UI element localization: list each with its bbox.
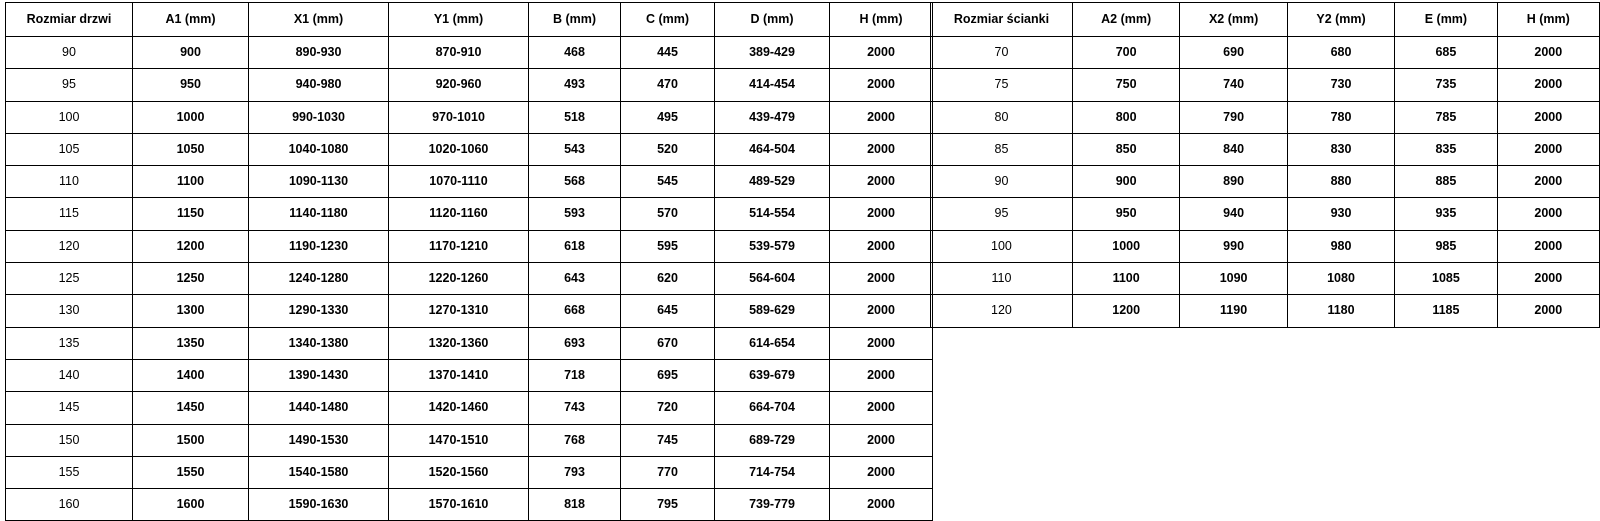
table-cell: 1120-1160 [389, 198, 529, 230]
table-cell: 130 [6, 295, 133, 327]
table-cell: 593 [529, 198, 621, 230]
column-header-1: Rozmiar ścianki [931, 3, 1073, 37]
table-cell: 2000 [830, 295, 933, 327]
table-row [6, 166, 933, 198]
table-cell: 105 [6, 133, 133, 165]
table-cell: 714-754 [715, 456, 830, 488]
table-cell: 720 [621, 392, 715, 424]
table-cell: 2000 [830, 327, 933, 359]
table-cell: 1270-1310 [389, 295, 529, 327]
table-cell: 1490-1530 [249, 424, 389, 456]
table-cell: 75 [931, 69, 1073, 101]
table-row [931, 295, 1600, 327]
column-header-6: C (mm) [621, 3, 715, 37]
table-cell: 785 [1395, 101, 1497, 133]
table-cell: 1450 [133, 392, 249, 424]
table-row [931, 230, 1600, 262]
table-cell: 730 [1287, 69, 1394, 101]
table-cell: 2000 [1497, 37, 1599, 69]
column-header-4: Y2 (mm) [1287, 3, 1394, 37]
table-row [6, 101, 933, 133]
table-cell: 2000 [830, 37, 933, 69]
table-header-row [931, 3, 1600, 37]
column-header-3: X2 (mm) [1180, 3, 1287, 37]
table-cell: 518 [529, 101, 621, 133]
table-cell: 1200 [1072, 295, 1179, 327]
table-cell: 120 [931, 295, 1073, 327]
table-cell: 1190-1230 [249, 230, 389, 262]
table-cell: 90 [931, 166, 1073, 198]
table-cell: 1370-1410 [389, 359, 529, 391]
table-cell: 930 [1287, 198, 1394, 230]
table-cell: 770 [621, 456, 715, 488]
table-cell: 1100 [133, 166, 249, 198]
table-cell: 95 [6, 69, 133, 101]
table-cell: 693 [529, 327, 621, 359]
table-row [931, 69, 1600, 101]
table-cell: 85 [931, 133, 1073, 165]
table-cell: 1240-1280 [249, 263, 389, 295]
table-row [6, 37, 933, 69]
table-cell: 1090 [1180, 263, 1287, 295]
table-row [6, 359, 933, 391]
table-cell: 1400 [133, 359, 249, 391]
table-row [6, 456, 933, 488]
table-cell: 1040-1080 [249, 133, 389, 165]
table-cell: 689-729 [715, 424, 830, 456]
table-cell: 539-579 [715, 230, 830, 262]
table-cell: 160 [6, 489, 133, 521]
table-cell: 120 [6, 230, 133, 262]
table-cell: 543 [529, 133, 621, 165]
table-cell: 2000 [830, 392, 933, 424]
table-cell: 793 [529, 456, 621, 488]
table-cell: 885 [1395, 166, 1497, 198]
door-size-table-container [5, 2, 933, 521]
table-cell: 690 [1180, 37, 1287, 69]
table-header-row [6, 3, 933, 37]
table-cell: 990-1030 [249, 101, 389, 133]
table-cell: 1300 [133, 295, 249, 327]
table-cell: 100 [6, 101, 133, 133]
table-cell: 970-1010 [389, 101, 529, 133]
table-cell: 1590-1630 [249, 489, 389, 521]
table-cell: 614-654 [715, 327, 830, 359]
table-cell: 1320-1360 [389, 327, 529, 359]
table-row [6, 198, 933, 230]
table-row [6, 230, 933, 262]
column-header-8: H (mm) [830, 3, 933, 37]
table-cell: 1085 [1395, 263, 1497, 295]
table-cell: 2000 [1497, 295, 1599, 327]
table-cell: 145 [6, 392, 133, 424]
table-cell: 464-504 [715, 133, 830, 165]
table-row [6, 133, 933, 165]
table-cell: 1070-1110 [389, 166, 529, 198]
column-header-5: B (mm) [529, 3, 621, 37]
table-row [6, 424, 933, 456]
table-cell: 489-529 [715, 166, 830, 198]
table-cell: 1440-1480 [249, 392, 389, 424]
table-cell: 840 [1180, 133, 1287, 165]
door-table-head [6, 3, 933, 37]
table-cell: 685 [1395, 37, 1497, 69]
table-cell: 1000 [1072, 230, 1179, 262]
table-cell: 110 [931, 263, 1073, 295]
table-cell: 1180 [1287, 295, 1394, 327]
table-cell: 2000 [830, 489, 933, 521]
table-cell: 1500 [133, 424, 249, 456]
table-cell: 1090-1130 [249, 166, 389, 198]
table-cell: 1080 [1287, 263, 1394, 295]
table-cell: 743 [529, 392, 621, 424]
table-cell: 780 [1287, 101, 1394, 133]
table-cell: 2000 [1497, 230, 1599, 262]
wall-table-body [931, 37, 1600, 328]
table-cell: 1150 [133, 198, 249, 230]
table-cell: 2000 [1497, 263, 1599, 295]
table-cell: 664-704 [715, 392, 830, 424]
table-cell: 110 [6, 166, 133, 198]
table-cell: 1250 [133, 263, 249, 295]
table-cell: 830 [1287, 133, 1394, 165]
table-cell: 135 [6, 327, 133, 359]
table-cell: 835 [1395, 133, 1497, 165]
table-cell: 818 [529, 489, 621, 521]
table-cell: 739-779 [715, 489, 830, 521]
table-cell: 2000 [830, 424, 933, 456]
table-cell: 2000 [830, 166, 933, 198]
table-cell: 2000 [1497, 166, 1599, 198]
table-cell: 2000 [1497, 198, 1599, 230]
table-cell: 1540-1580 [249, 456, 389, 488]
table-cell: 100 [931, 230, 1073, 262]
table-cell: 643 [529, 263, 621, 295]
table-cell: 1600 [133, 489, 249, 521]
table-cell: 950 [133, 69, 249, 101]
column-header-4: Y1 (mm) [389, 3, 529, 37]
table-cell: 495 [621, 101, 715, 133]
table-cell: 470 [621, 69, 715, 101]
table-cell: 985 [1395, 230, 1497, 262]
table-cell: 2000 [830, 456, 933, 488]
table-cell: 1520-1560 [389, 456, 529, 488]
table-cell: 1340-1380 [249, 327, 389, 359]
table-cell: 545 [621, 166, 715, 198]
table-row [6, 263, 933, 295]
table-row [6, 295, 933, 327]
table-cell: 1185 [1395, 295, 1497, 327]
table-cell: 80 [931, 101, 1073, 133]
table-cell: 155 [6, 456, 133, 488]
table-row [931, 263, 1600, 295]
table-cell: 1000 [133, 101, 249, 133]
column-header-3: X1 (mm) [249, 3, 389, 37]
table-cell: 695 [621, 359, 715, 391]
table-cell: 900 [133, 37, 249, 69]
table-cell: 90 [6, 37, 133, 69]
table-cell: 670 [621, 327, 715, 359]
table-cell: 940-980 [249, 69, 389, 101]
table-row [6, 392, 933, 424]
table-cell: 740 [1180, 69, 1287, 101]
table-cell: 468 [529, 37, 621, 69]
table-cell: 1220-1260 [389, 263, 529, 295]
table-cell: 980 [1287, 230, 1394, 262]
table-cell: 150 [6, 424, 133, 456]
table-cell: 700 [1072, 37, 1179, 69]
column-header-5: E (mm) [1395, 3, 1497, 37]
table-cell: 800 [1072, 101, 1179, 133]
wall-table-head [931, 3, 1600, 37]
table-cell: 2000 [830, 230, 933, 262]
table-cell: 870-910 [389, 37, 529, 69]
table-cell: 414-454 [715, 69, 830, 101]
door-table-body [6, 37, 933, 521]
table-cell: 900 [1072, 166, 1179, 198]
table-row [6, 327, 933, 359]
table-cell: 935 [1395, 198, 1497, 230]
table-cell: 768 [529, 424, 621, 456]
table-cell: 990 [1180, 230, 1287, 262]
table-cell: 2000 [1497, 101, 1599, 133]
table-row [931, 133, 1600, 165]
table-cell: 745 [621, 424, 715, 456]
table-cell: 2000 [830, 359, 933, 391]
table-cell: 940 [1180, 198, 1287, 230]
table-cell: 735 [1395, 69, 1497, 101]
table-cell: 1570-1610 [389, 489, 529, 521]
table-cell: 570 [621, 198, 715, 230]
table-cell: 920-960 [389, 69, 529, 101]
wall-size-table-container [930, 2, 1600, 328]
table-cell: 140 [6, 359, 133, 391]
table-row [931, 166, 1600, 198]
column-header-2: A2 (mm) [1072, 3, 1179, 37]
table-cell: 1190 [1180, 295, 1287, 327]
table-cell: 618 [529, 230, 621, 262]
table-cell: 1140-1180 [249, 198, 389, 230]
table-row [6, 69, 933, 101]
table-cell: 680 [1287, 37, 1394, 69]
column-header-1: Rozmiar drzwi [6, 3, 133, 37]
table-row [6, 489, 933, 521]
table-cell: 439-479 [715, 101, 830, 133]
table-cell: 514-554 [715, 198, 830, 230]
table-cell: 595 [621, 230, 715, 262]
table-cell: 718 [529, 359, 621, 391]
table-row [931, 101, 1600, 133]
table-cell: 1390-1430 [249, 359, 389, 391]
table-cell: 1550 [133, 456, 249, 488]
table-cell: 2000 [830, 133, 933, 165]
table-cell: 1170-1210 [389, 230, 529, 262]
table-cell: 890-930 [249, 37, 389, 69]
table-cell: 389-429 [715, 37, 830, 69]
table-cell: 950 [1072, 198, 1179, 230]
table-cell: 564-604 [715, 263, 830, 295]
table-cell: 850 [1072, 133, 1179, 165]
table-cell: 568 [529, 166, 621, 198]
table-cell: 750 [1072, 69, 1179, 101]
table-cell: 589-629 [715, 295, 830, 327]
table-cell: 1020-1060 [389, 133, 529, 165]
table-cell: 1200 [133, 230, 249, 262]
table-cell: 2000 [830, 263, 933, 295]
column-header-6: H (mm) [1497, 3, 1599, 37]
table-cell: 1100 [1072, 263, 1179, 295]
door-size-table [5, 2, 933, 521]
table-cell: 115 [6, 198, 133, 230]
table-row [931, 37, 1600, 69]
table-cell: 445 [621, 37, 715, 69]
table-cell: 620 [621, 263, 715, 295]
table-cell: 493 [529, 69, 621, 101]
table-cell: 1420-1460 [389, 392, 529, 424]
table-cell: 890 [1180, 166, 1287, 198]
table-cell: 795 [621, 489, 715, 521]
table-cell: 880 [1287, 166, 1394, 198]
table-cell: 2000 [1497, 69, 1599, 101]
table-row [931, 198, 1600, 230]
table-cell: 125 [6, 263, 133, 295]
table-cell: 2000 [1497, 133, 1599, 165]
table-cell: 1470-1510 [389, 424, 529, 456]
table-cell: 790 [1180, 101, 1287, 133]
table-cell: 2000 [830, 101, 933, 133]
column-header-7: D (mm) [715, 3, 830, 37]
column-header-2: A1 (mm) [133, 3, 249, 37]
table-cell: 520 [621, 133, 715, 165]
table-cell: 1350 [133, 327, 249, 359]
table-cell: 2000 [830, 198, 933, 230]
table-cell: 95 [931, 198, 1073, 230]
table-cell: 668 [529, 295, 621, 327]
wall-size-table [930, 2, 1600, 328]
table-cell: 70 [931, 37, 1073, 69]
table-cell: 639-679 [715, 359, 830, 391]
table-cell: 1290-1330 [249, 295, 389, 327]
table-cell: 2000 [830, 69, 933, 101]
table-cell: 1050 [133, 133, 249, 165]
table-cell: 645 [621, 295, 715, 327]
